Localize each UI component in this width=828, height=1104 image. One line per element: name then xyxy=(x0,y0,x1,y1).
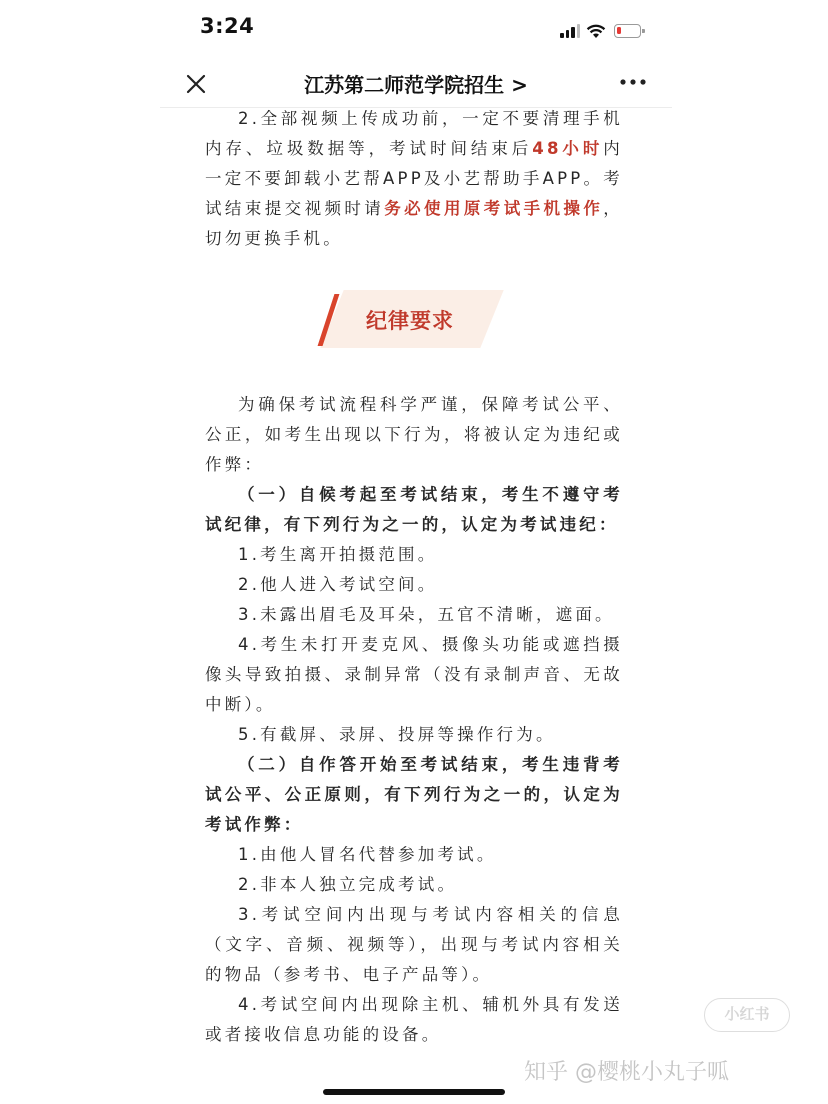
rules-paragraph: 为确保考试流程科学严谨，保障考试公平、公正，如考生出现以下行为，将被认定为违纪或作弊： xyxy=(205,395,623,474)
home-indicator[interactable] xyxy=(323,1089,505,1095)
section-title: 纪律要求 xyxy=(366,309,454,333)
battery-icon xyxy=(614,24,641,38)
status-time: 3:24 xyxy=(200,14,255,38)
wifi-icon xyxy=(586,23,606,39)
xiaohongshu-watermark: 小红书 xyxy=(704,998,790,1032)
status-icons xyxy=(560,20,641,42)
rules-item: 1.考生离开拍摄范围。 xyxy=(238,545,438,564)
intro-segment: 内一定不要卸载小艺帮APP及小艺帮助手APP。考试结束提交视频时请 xyxy=(205,139,623,218)
rules-item: 3.考试空间内出现与考试内容相关的信息（文字、音频、视频等），出现与考试内容相关的物品（参考书、电子产品等）。 xyxy=(205,905,623,984)
rules-item: 1.由他人冒名代替参加考试。 xyxy=(238,845,497,864)
intro-paragraph xyxy=(205,104,623,254)
zhihu-watermark: 知乎 @樱桃小丸子呱 xyxy=(524,1060,729,1085)
intro-segment: ，切勿更换手机。 xyxy=(205,199,623,248)
rules-item: 4.考试空间内出现除主机、辅机外具有发送或者接收信息功能的设备。 xyxy=(205,995,623,1044)
article-intro xyxy=(205,104,623,254)
section-heading xyxy=(318,288,508,350)
rules-subheading: （一）自候考起至考试结束，考生不遵守考试纪律，有下列行为之一的，认定为考试违纪： xyxy=(205,485,623,534)
rules-item: 4.考生未打开麦克风、摄像头功能或遮挡摄像头导致拍摄、录制异常（没有录制声音、无故中断）。 xyxy=(205,635,623,714)
intro-highlight: 务必使用原考试手机操作 xyxy=(384,199,604,218)
rules-item: 2.非本人独立完成考试。 xyxy=(238,875,458,894)
account-title-link[interactable]: 江苏第二师范学院招生 > xyxy=(304,73,528,97)
nav-bar xyxy=(160,62,672,108)
intro-highlight: 48小时 xyxy=(532,139,604,158)
rules-subheading: （二）自作答开始至考试结束，考生违背考试公平、公正原则，有下列行为之一的，认定为考试作弊： xyxy=(205,755,623,834)
rules-item: 2.他人进入考试空间。 xyxy=(238,575,438,594)
rules-content xyxy=(205,390,623,1050)
rules-item: 5.有截屏、录屏、投屏等操作行为。 xyxy=(238,725,556,744)
more-icon[interactable] xyxy=(620,78,646,86)
cellular-signal-icon xyxy=(560,24,580,38)
intro-segment: 2.全部视频上传成功前，一定不要清理手机内存、垃圾数据等，考试时间结束后 xyxy=(205,109,623,158)
battery-level xyxy=(617,27,621,34)
rules-item: 3.未露出眉毛及耳朵，五官不清晰，遮面。 xyxy=(238,605,615,624)
status-bar xyxy=(0,0,828,62)
